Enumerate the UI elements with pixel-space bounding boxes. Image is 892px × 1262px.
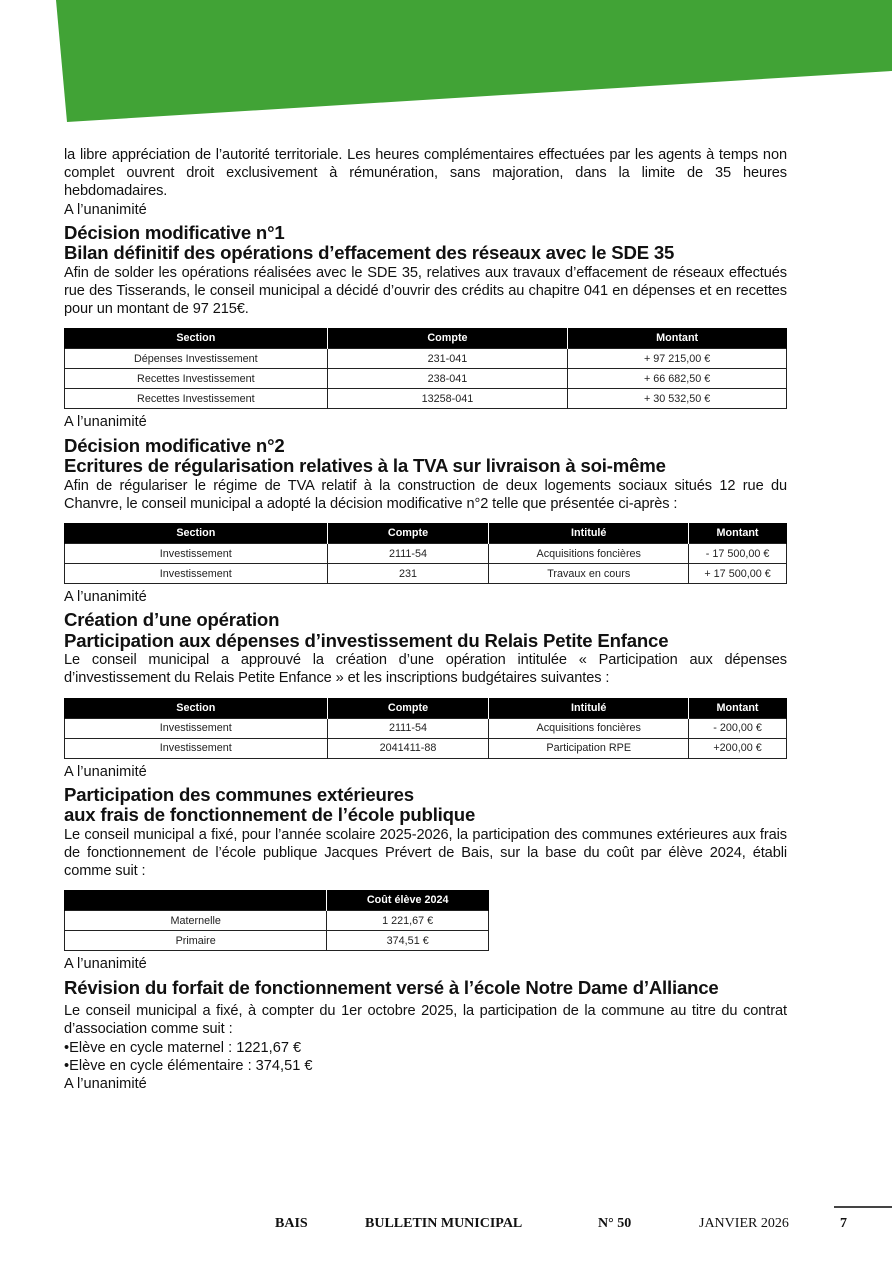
- section-notre-dame: [64, 978, 787, 1094]
- section-subtitle: Participation aux dépenses d’investissement du Relais Petite Enfance: [64, 629, 669, 651]
- cell: 374,51 €: [327, 931, 489, 951]
- table-row: [65, 349, 787, 369]
- cell: - 200,00 €: [689, 718, 787, 738]
- section-communes-exterieures: [64, 785, 787, 974]
- col-header: Montant: [568, 328, 787, 349]
- col-header: Compte: [327, 698, 489, 719]
- vote-result: A l’unanimité: [64, 956, 147, 973]
- vote-result: A l’unanimité: [64, 1075, 147, 1092]
- table-row: [65, 738, 787, 758]
- col-header: [65, 890, 327, 911]
- cost-table: [64, 890, 489, 951]
- list-item: • Elève en cycle maternel : 1221,67 €: [64, 1039, 787, 1057]
- section-title: Décision modificative n°1: [64, 221, 285, 243]
- section-body: Le conseil municipal a fixé, à compter du 1er octobre 2025, la participation de la commune au titre du contrat d’association comme suit :: [64, 1003, 787, 1038]
- bullet-list: [64, 1039, 787, 1075]
- footer-town: BAIS: [275, 1216, 308, 1231]
- table-row: [65, 564, 787, 584]
- budget-table: [64, 523, 787, 584]
- table-row: [65, 718, 787, 738]
- col-header: Section: [65, 698, 328, 719]
- cell: Investissement: [65, 544, 328, 564]
- cell: Dépenses Investissement: [65, 349, 328, 369]
- cell: Investissement: [65, 718, 328, 738]
- table-row: [65, 544, 787, 564]
- section-title: Création d’une opération: [64, 609, 280, 631]
- footer-date: JANVIER 2026: [699, 1216, 789, 1231]
- table-header-row: [65, 523, 787, 544]
- footer-rule: [834, 1206, 892, 1208]
- table-header-row: [65, 328, 787, 349]
- cell: Travaux en cours: [489, 564, 689, 584]
- cell: Participation RPE: [489, 738, 689, 758]
- cell: 238-041: [327, 369, 568, 389]
- page-content: [64, 146, 787, 1093]
- cell: + 30 532,50 €: [568, 389, 787, 409]
- col-header: Compte: [327, 523, 489, 544]
- vote-result: A l’unanimité: [64, 201, 147, 218]
- cell: 231: [327, 564, 489, 584]
- section-subtitle: Bilan définitif des opérations d’effacement des réseaux avec le SDE 35: [64, 242, 675, 264]
- cell: 13258-041: [327, 389, 568, 409]
- section-dm2: [64, 436, 787, 607]
- cell: 231-041: [327, 349, 568, 369]
- page-number: 7: [840, 1216, 847, 1231]
- section-subtitle: aux frais de fonctionnement de l’école publique: [64, 804, 476, 826]
- col-header: Compte: [327, 328, 568, 349]
- section-body: Le conseil municipal a fixé, pour l’année scolaire 2025-2026, la participation des communes extérieures aux frais de fonctionnement de l’école publique Jacques Prévert de Bais, sur la base du coût par élève 2024, établi comme suit :: [64, 826, 787, 880]
- cell: 2111-54: [327, 718, 489, 738]
- budget-table: [64, 328, 787, 409]
- col-header: Montant: [689, 698, 787, 719]
- section-title: Participation des communes extérieures: [64, 783, 414, 805]
- cell: 2041411-88: [327, 738, 489, 758]
- col-header: Coût élève 2024: [327, 890, 489, 911]
- cell: + 17 500,00 €: [689, 564, 787, 584]
- section-subtitle: Ecritures de régularisation relatives à la TVA sur livraison à soi-même: [64, 455, 666, 477]
- budget-table: [64, 698, 787, 759]
- section-dm1: [64, 223, 787, 432]
- section-body: Afin de solder les opérations réalisées avec le SDE 35, relatives aux travaux d’effacement de réseaux effectués rue des Tisserands, le conseil municipal a décidé d’ouvrir des crédits au chapitre 041 en dépenses et en recettes pour un montant de 97 215€.: [64, 264, 787, 318]
- cell: Maternelle: [65, 911, 327, 931]
- cell: Recettes Investissement: [65, 369, 328, 389]
- table-row: [65, 369, 787, 389]
- vote-result: A l’unanimité: [64, 589, 147, 606]
- green-header-banner: [0, 0, 892, 130]
- col-header: Intitulé: [489, 523, 689, 544]
- table-row: [65, 911, 489, 931]
- col-header: Montant: [689, 523, 787, 544]
- table-row: [65, 389, 787, 409]
- footer-publication: BULLETIN MUNICIPAL: [365, 1216, 523, 1231]
- section-title: Décision modificative n°2: [64, 434, 285, 456]
- footer-issue: N° 50: [598, 1216, 632, 1231]
- cell: Investissement: [65, 564, 328, 584]
- section-body: Le conseil municipal a approuvé la création d’une opération intitulée « Participation aux dépenses d’investissement du Relais Petite Enfance » et les inscriptions budgétaires suivantes :: [64, 652, 787, 687]
- cell: Recettes Investissement: [65, 389, 328, 409]
- cell: - 17 500,00 €: [689, 544, 787, 564]
- vote-result: A l’unanimité: [64, 414, 147, 431]
- cell: Primaire: [65, 931, 327, 951]
- cell: Acquisitions foncières: [489, 718, 689, 738]
- page-footer: [0, 1216, 892, 1236]
- cell: + 66 682,50 €: [568, 369, 787, 389]
- table-row: [65, 931, 489, 951]
- section-title: Révision du forfait de fonctionnement versé à l’école Notre Dame d’Alliance: [64, 976, 719, 998]
- vote-result: A l’unanimité: [64, 763, 147, 780]
- col-header: Section: [65, 523, 328, 544]
- table-header-row: [65, 890, 489, 911]
- col-header: Section: [65, 328, 328, 349]
- table-header-row: [65, 698, 787, 719]
- section-body: Afin de régulariser le régime de TVA relatif à la construction de deux logements sociaux situés 12 rue du Chanvre, le conseil municipal a adopté la décision modificative n°2 telle que présentée ci-après :: [64, 477, 787, 512]
- cell: Acquisitions foncières: [489, 544, 689, 564]
- cell: + 97 215,00 €: [568, 349, 787, 369]
- cell: +200,00 €: [689, 738, 787, 758]
- section-rpe: [64, 610, 787, 781]
- cell: 1 221,67 €: [327, 911, 489, 931]
- list-item: • Elève en cycle élémentaire : 374,51 €: [64, 1057, 787, 1075]
- cell: 2111-54: [327, 544, 489, 564]
- cell: Investissement: [65, 738, 328, 758]
- col-header: Intitulé: [489, 698, 689, 719]
- intro-paragraph: la libre appréciation de l’autorité territoriale. Les heures complémentaires effectuées par les agents à temps non complet ouvrent droit exclusivement à rémunération, sans majoration, dans la limite de 35 heures hebdomadaires.: [64, 147, 787, 200]
